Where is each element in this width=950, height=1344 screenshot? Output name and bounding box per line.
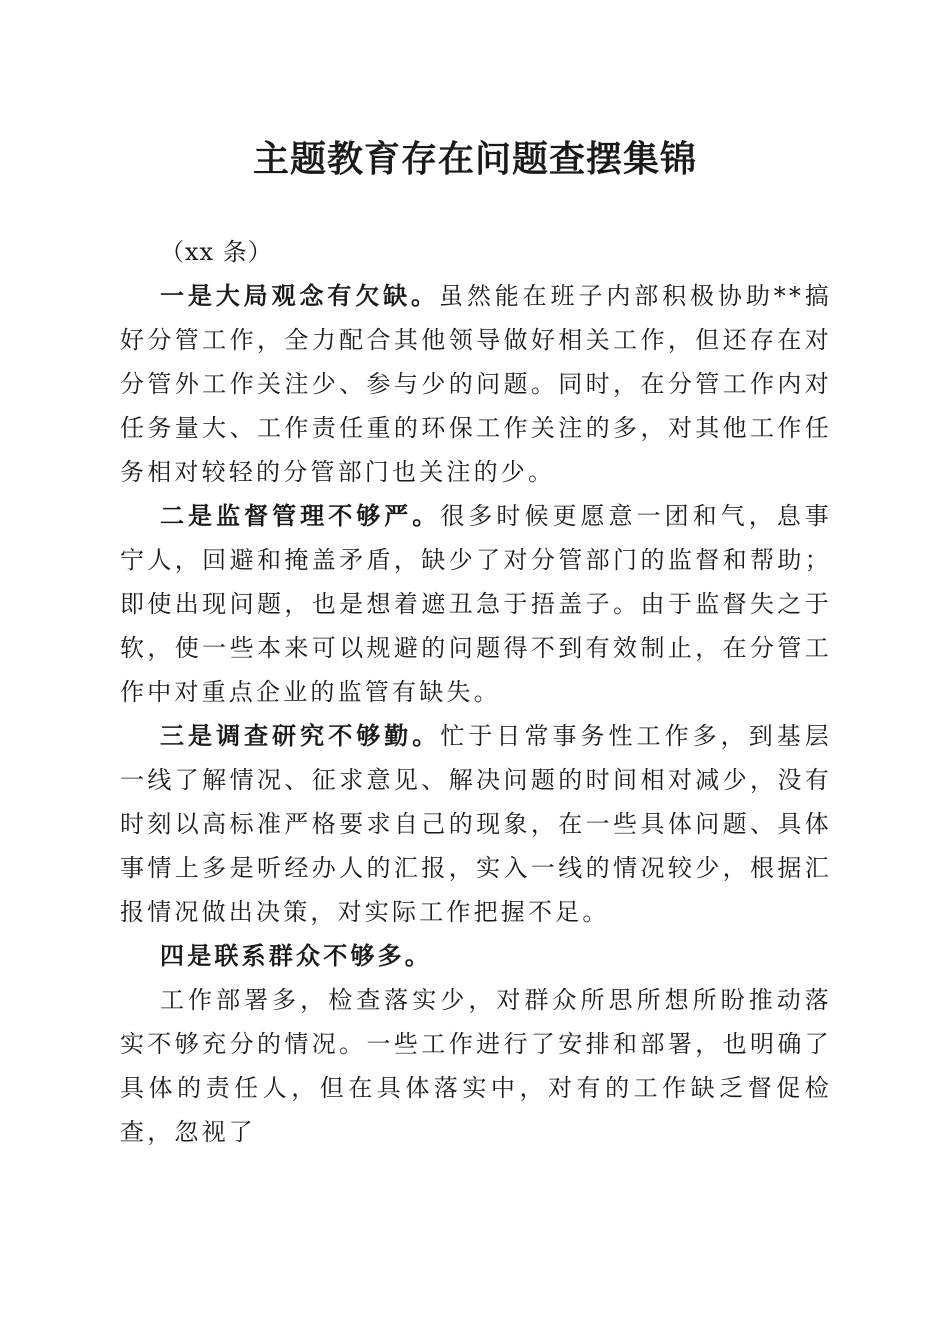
paragraph-text: 忙于日常事务性工作多，到基层一线了解情况、征求意见、解决问题的时间相对减少，没有时刻以高标准严格要求自己的现象，在一些具体问题、具体事情上多是听经办人的汇报，实入一线的情况较少，根据汇报情况做出决策，对实际工作把握不足。: [120, 722, 832, 926]
paragraph-lead: 三是调查研究不够勤。: [160, 721, 441, 750]
paragraph-lead: 四是联系群众不够多。: [160, 941, 432, 970]
document-body: [120, 230, 832, 1154]
paragraph-4: [120, 934, 832, 978]
paragraph-3: [120, 714, 832, 934]
document-title: 主题教育存在问题查摆集锦: [252, 138, 697, 180]
paragraph-1: [120, 274, 832, 494]
paragraph-2: [120, 494, 832, 714]
paragraph-lead: 二是监督管理不够严。: [160, 501, 441, 530]
count-note: [120, 230, 832, 274]
paragraph-text: 虽然能在班子内部积极协助**搞好分管工作，全力配合其他领导做好相关工作，但还存在对分管外工作关注少、参与少的问题。同时，在分管工作内对任务量大、工作责任重的环保工作关注的多，对其他工作任务相对较轻的分管部门也关注的少。: [120, 282, 833, 486]
paragraph-text: 很多时候更愿意一团和气，息事宁人，回避和掩盖矛盾，缺少了对分管部门的监督和帮助；即使出现问题，也是想着遮丑急于捂盖子。由于监督失之于软，使一些本来可以规避的问题得不到有效制止，在分管工作中对重点企业的监管有缺失。: [120, 502, 832, 706]
paragraph-text: 工作部署多，检查落实少，对群众所思所想所盼推动落实不够充分的情况。一些工作进行了安排和部署，也明确了具体的责任人，但在具体落实中，对有的工作缺乏督促检查，忽视了: [120, 986, 832, 1146]
count-note-text: （xx 条）: [160, 238, 273, 266]
paragraph-lead: 一是大局观念有欠缺。: [160, 281, 439, 310]
paragraph-5: [120, 978, 832, 1154]
